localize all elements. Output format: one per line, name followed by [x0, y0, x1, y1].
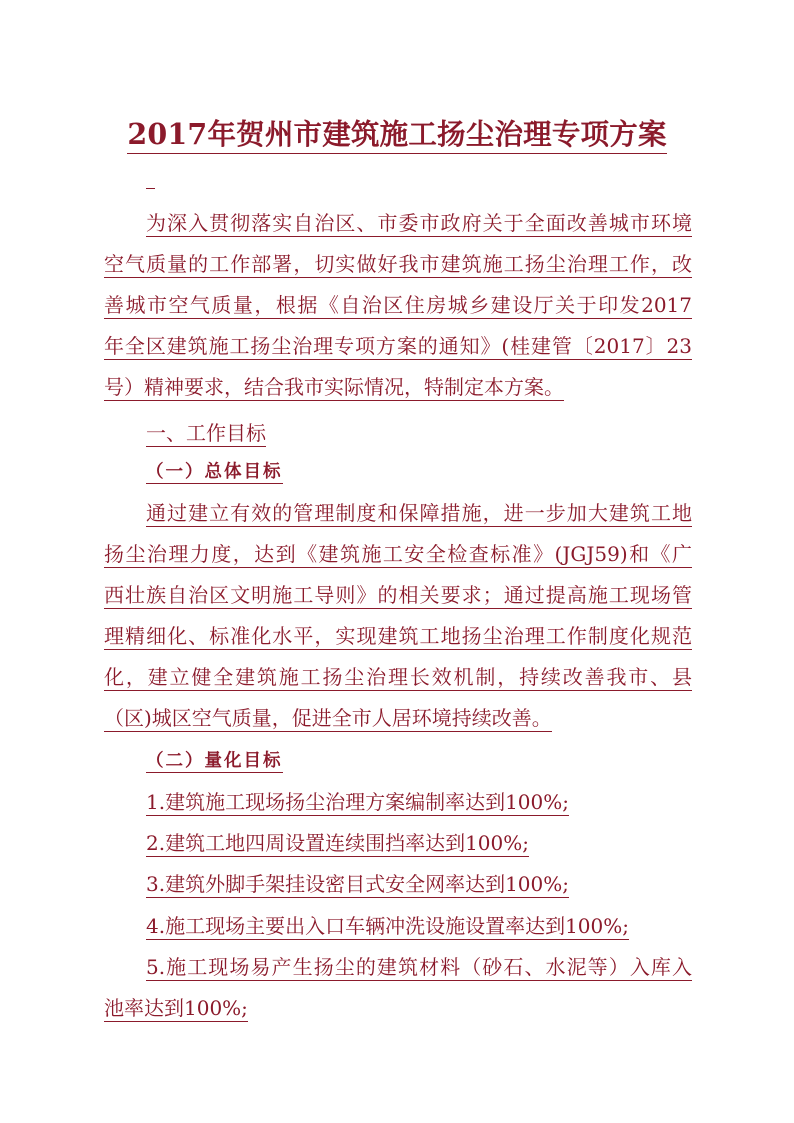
paragraph-line: 西壮族自治区文明施工导则》的相关要求；通过提高施工现场管 — [104, 583, 692, 607]
subsection-heading: （一）总体目标 — [146, 462, 283, 482]
paragraph-line: 化，建立健全建筑施工扬尘治理长效机制，持续改善我市、县 — [104, 665, 692, 689]
subsection-heading: （二）量化目标 — [146, 751, 283, 771]
paragraph-line: 理精细化、标准化水平，实现建筑工地扬尘治理工作制度化规范 — [104, 624, 692, 648]
section-heading: 一、工作目标 — [146, 421, 266, 445]
target-item: 1.建筑施工现场扬尘治理方案编制率达到100%; — [146, 790, 569, 814]
intro-line: 善城市空气质量，根据《自治区住房城乡建设厅关于印发2017 — [104, 293, 692, 317]
intro-line: 空气质量的工作部署，切实做好我市建筑施工扬尘治理工作，改 — [104, 252, 692, 276]
document-title — [0, 112, 794, 153]
intro-line: 号）精神要求，结合我市实际情况，特制定本方案。 — [104, 375, 564, 399]
paragraph-line: 扬尘治理力度，达到《建筑施工安全检查标准》(JGJ59)和《广 — [104, 542, 692, 566]
intro-line: 为深入贯彻落实自治区、市委市政府关于全面改善城市环境 — [146, 211, 692, 235]
underline-mark — [146, 188, 155, 189]
target-item: 2.建筑工地四周设置连续围挡率达到100%; — [146, 831, 529, 855]
target-item: 池率达到100%; — [104, 996, 248, 1020]
document-title-text: 2017年贺州市建筑施工扬尘治理专项方案 — [127, 117, 666, 154]
paragraph-line: 通过建立有效的管理制度和保障措施，进一步加大建筑工地 — [146, 501, 692, 525]
target-item: 5.施工现场易产生扬尘的建筑材料（砂石、水泥等）入库入 — [146, 955, 692, 979]
intro-line: 年全区建筑施工扬尘治理专项方案的通知》(桂建管〔2017〕23 — [104, 334, 692, 358]
target-item: 4.施工现场主要出入口车辆冲洗设施设置率达到100%; — [146, 914, 629, 938]
target-item: 3.建筑外脚手架挂设密目式安全网率达到100%; — [146, 872, 569, 896]
paragraph-line: （区)城区空气质量，促进全市人居环境持续改善。 — [104, 706, 552, 730]
